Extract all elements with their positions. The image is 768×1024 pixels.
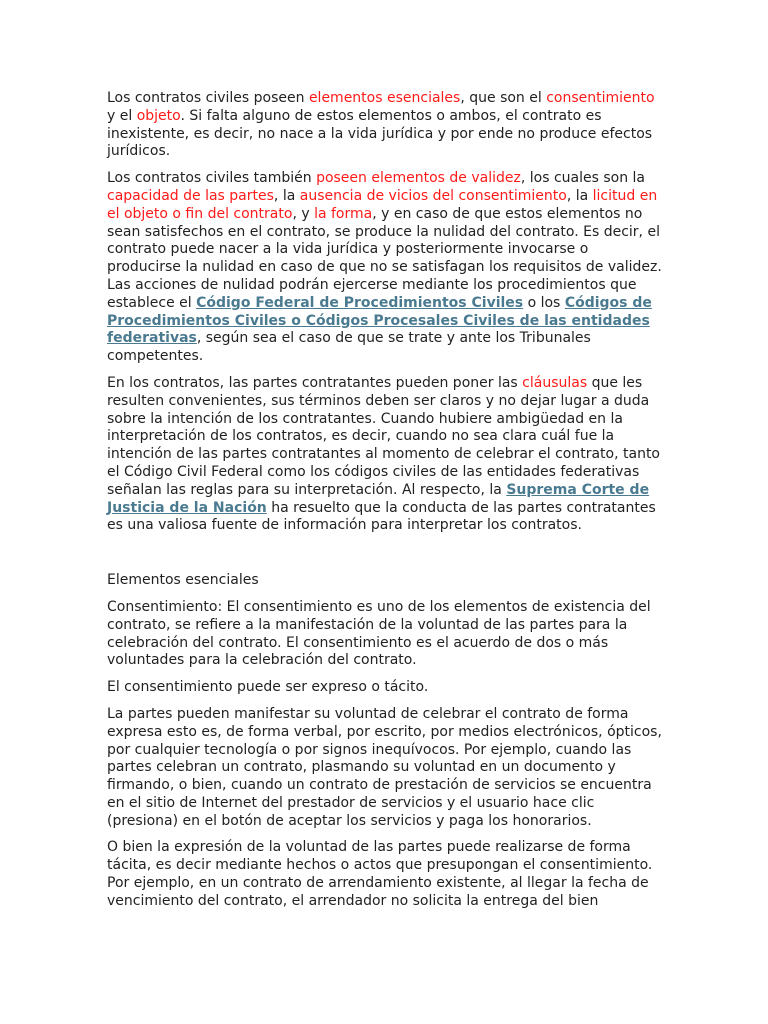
paragraph-express-consent: La partes pueden manifestar su voluntad de celebrar el contrato de forma expresa esto es, de forma verbal, por escrito, por medios electrónicos, ópticos, por cualquier tecnología o por signos inequívocos. Por ejemplo, cuando las partes celebran un contrato, plasmando su voluntad en un documento y firmando, o bien, cuando un contrato de prestación de servicios se encuentra en el sitio de Internet del prestador de servicios y el usuario hace clic (presiona) en el botón de aceptar los servicios y paga los honorarios. [107,705,662,829]
paragraph-consent-definition: Consentimiento: El consentimiento es uno de los elementos de existencia del contrato, se refiere a la manifestación de la voluntad de las partes para la celebración del contrato. El consentimiento es el acuerdo de dos o más voluntades para la celebración del contrato. [107,598,651,669]
highlight-objeto: objeto [136,107,181,124]
link-codigo-federal[interactable]: Código Federal de Procedimientos Civiles [196,294,524,311]
paragraph-tacit-consent: O bien la expresión de la voluntad de las partes puede realizarse de forma tácita, es decir mediante hechos o actos que presupongan el consentimiento. Por ejemplo, en un contrato de arrendamiento existente, al llegar la fecha de vencimiento del contrato, el arrendador no solicita la entrega del bien [107,839,653,909]
paragraph-consent-types: El consentimiento puede ser expreso o tácito. [107,679,429,696]
text-run: , que son el [460,90,547,106]
highlight-consentimiento: consentimiento [546,90,655,106]
text-run: y el [107,107,137,124]
paragraph-gap [107,544,663,572]
text-run: , la [566,187,593,204]
text-run: Los contratos civiles poseen [107,90,309,106]
document-page [107,90,663,920]
link-suprema-corte[interactable]: Suprema Corte de Justicia de la Nación [107,481,650,516]
highlight-la-forma: la forma [314,205,373,222]
paragraph-essential-elements [107,90,663,161]
section-heading: Elementos esenciales [107,572,259,589]
text-run: , la [273,187,300,204]
paragraph-validity-elements [107,170,663,366]
text-run: , según sea el caso de que se trate y ante los Tribunales competentes. [107,330,591,365]
text-run: , los cuales son la [520,170,645,187]
link-codigos-procedimientos-estatales[interactable]: Códigos de Procedimientos Civiles o Códigos Procesales Civiles de las entidades federativas [107,294,652,347]
text-run: ha resuelto que la conducta de las partes contratantes es una valiosa fuente de información para interpretar los contratos. [107,499,656,534]
highlight-elementos-esenciales: elementos esenciales [308,90,461,106]
paragraph-clauses [107,375,663,535]
highlight-elementos-validez: poseen elementos de validez [316,170,521,187]
text-run: , y en caso de que estos elementos no sean satisfechos en el contrato, se produce la nulidad del contrato. Es decir, el contrato puede nacer a la vida jurídica y posteriormente invocarse o producirse la nulidad en caso de que no se satisfagan los requisitos de validez. Las acciones de nulidad podrán ejercerse mediante los procedimientos que establece el [107,205,662,311]
text-run: o los [523,294,565,311]
highlight-licitud: licitud en el objeto o fin del contrato [107,187,658,222]
text-run: En los contratos, las partes contratantes pueden poner las [107,374,523,391]
highlight-clausulas: cláusulas [522,374,588,391]
text-run: Los contratos civiles también [107,170,317,187]
text-run: . Si falta alguno de estos elementos o ambos, el contrato es inexistente, es decir, no nace a la vida jurídica y por ende no produce efectos jurídicos. [107,107,653,160]
highlight-capacidad: capacidad de las partes [107,187,274,204]
text-run: , y [292,205,315,222]
text-run: que les resulten convenientes, sus términos deben ser claros y no dejar lugar a duda sobre la intención de los contratantes. Cuando hubiere ambigüedad en la interpretación de los contratos, es decir, cuando no sea clara cuál fue la intención de las partes contratantes al momento de celebrar el contrato, tanto el Código Civil Federal como los códigos civiles de las entidades federativas señalan las reglas para su interpretación. Al respecto, la [107,374,660,498]
highlight-ausencia-vicios: ausencia de vicios del consentimiento [299,187,567,204]
